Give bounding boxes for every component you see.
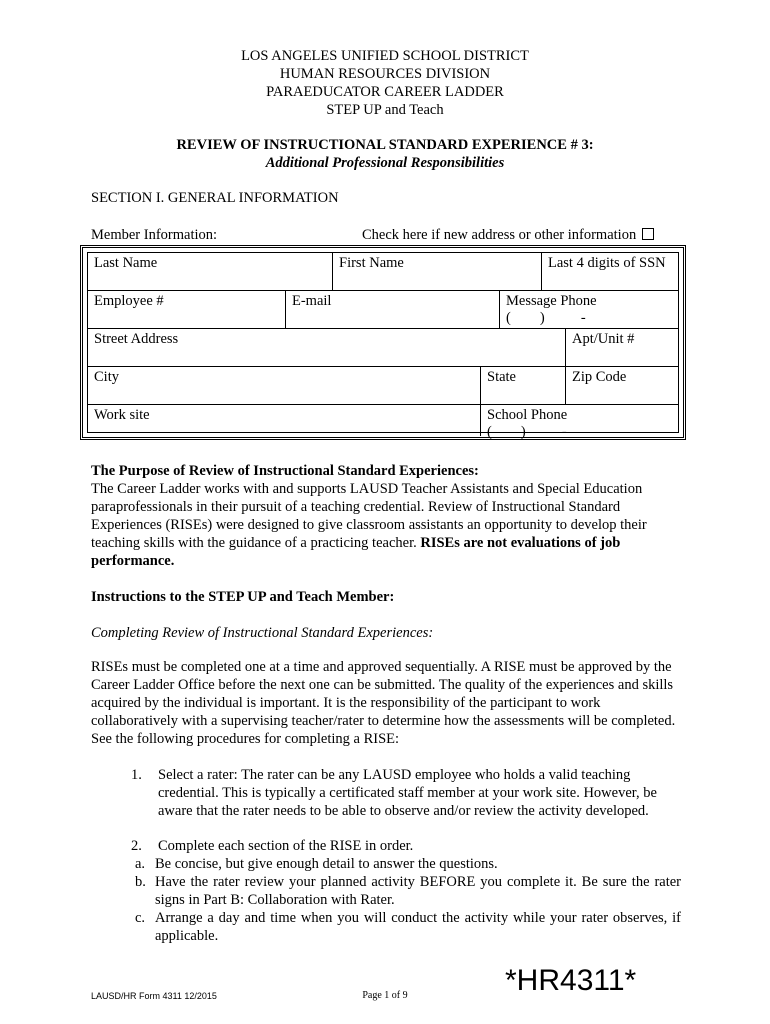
message-phone-format: ( ) - — [506, 310, 586, 326]
division-name: HUMAN RESOURCES DIVISION — [279, 66, 491, 82]
program-name: PARAEDUCATOR CAREER LADDER — [266, 84, 504, 100]
purpose-text: The Career Ladder works with and supports LAUSD Teacher Assistants and Special Education paraprofessionals in their pursuit of a teaching credential. Review of Instructional Standard Experiences (RISEs) were designed to give classroom assistants an opportunity to develop their teaching skills with the guidance of a practicing teacher. — [91, 481, 647, 551]
first-name-label: First Name — [339, 255, 404, 271]
page-number: Page 1 of 9 — [362, 990, 408, 1001]
step-text: Complete each section of the RISE in order. — [158, 838, 414, 854]
form-barcode-text: *HR4311* — [505, 964, 637, 997]
email-field[interactable] — [285, 291, 499, 328]
step-number: 2. — [131, 838, 142, 854]
state-field[interactable] — [480, 367, 565, 404]
steps-list — [131, 766, 681, 820]
program-subname: STEP UP and Teach — [326, 102, 444, 118]
apt-unit-label: Apt/Unit # — [572, 331, 635, 347]
city-label: City — [94, 369, 119, 385]
school-phone-field[interactable] — [480, 405, 678, 440]
district-name: LOS ANGELES UNIFIED SCHOOL DISTRICT — [241, 48, 529, 64]
form-id: LAUSD/HR Form 4311 12/2015 — [91, 991, 217, 1001]
work-site-field[interactable] — [88, 405, 480, 436]
purpose-paragraph — [91, 480, 681, 570]
ssn-label: Last 4 digits of SSN — [548, 255, 666, 271]
school-phone-format: ( ) - — [487, 424, 567, 440]
new-address-check-row — [362, 227, 654, 244]
substep-item — [131, 873, 681, 909]
street-address-field[interactable] — [88, 329, 565, 366]
substep-text: Be concise, but give enough detail to answer the questions. — [155, 856, 498, 872]
purpose-heading: The Purpose of Review of Instructional Standard Experiences: — [91, 463, 479, 479]
substep-item — [131, 909, 681, 945]
new-address-checkbox[interactable] — [642, 228, 654, 240]
substep-item — [131, 855, 681, 873]
state-label: State — [487, 369, 516, 385]
substep-text: Have the rater review your planned activity BEFORE you complete it. Be sure the rater signs in Part B: Collaboration with Rater. — [155, 874, 681, 908]
school-phone-label: School Phone — [487, 407, 568, 423]
email-label: E-mail — [292, 293, 332, 309]
form-inner-frame — [87, 252, 679, 440]
zip-code-field[interactable] — [565, 367, 678, 404]
new-address-check-label: Check here if new address or other information — [362, 227, 637, 243]
apt-unit-field[interactable] — [565, 329, 678, 366]
form-row-address — [88, 329, 678, 367]
instructions-paragraph: RISEs must be completed one at a time and approved sequentially. A RISE must be approved by the Career Ladder Office before the next one can be submitted. The quality of the experiences and skills acquired by the individual is important. It is the responsibility of the participant to work collaboratively with a supervising teacher/rater to determine how the assessments will be completed. See the following procedures for completing a RISE: — [91, 659, 676, 747]
work-site-label: Work site — [94, 407, 150, 423]
substep-text: Arrange a day and time when you will conduct the activity while your rater observes, if applicable. — [155, 910, 681, 944]
step-item — [131, 837, 681, 945]
instructions-heading: Instructions to the STEP UP and Teach Member: — [91, 589, 395, 605]
employee-number-field[interactable] — [88, 291, 285, 328]
member-info-form — [80, 245, 686, 440]
member-info-label: Member Information: — [91, 227, 218, 243]
city-field[interactable] — [88, 367, 480, 404]
form-row-contact — [88, 291, 678, 329]
ssn-field[interactable] — [541, 253, 678, 290]
substep-letter: c. — [135, 910, 146, 926]
form-row-city — [88, 367, 678, 405]
purpose-bold-text: RISEs are not evaluations of job performance. — [91, 535, 621, 569]
review-title: REVIEW OF INSTRUCTIONAL STANDARD EXPERIENCE # 3: — [176, 137, 594, 153]
employee-number-label: Employee # — [94, 293, 164, 309]
street-address-label: Street Address — [94, 331, 179, 347]
substep-letter: a. — [135, 856, 146, 872]
form-row-name — [88, 253, 678, 291]
step-item — [131, 766, 681, 820]
last-name-field[interactable] — [88, 253, 332, 290]
first-name-field[interactable] — [332, 253, 541, 290]
form-row-work — [88, 405, 678, 440]
zip-code-label: Zip Code — [572, 369, 627, 385]
section-title: SECTION I. GENERAL INFORMATION — [91, 190, 339, 206]
instructions-subheading: Completing Review of Instructional Standard Experiences: — [91, 625, 434, 641]
steps-list-2 — [131, 837, 681, 945]
message-phone-field[interactable] — [499, 291, 678, 328]
message-phone-label: Message Phone — [506, 293, 597, 309]
review-subtitle: Additional Professional Responsibilities — [265, 155, 505, 171]
document-header — [0, 47, 770, 119]
substep-letter: b. — [135, 874, 146, 890]
substeps-list — [131, 855, 681, 945]
step-text: Select a rater: The rater can be any LAUSD employee who holds a valid teaching credential. This is typically a certificated staff member at your work site. However, be aware that the rater needs to be able to observe and/or review the activity developed. — [158, 767, 657, 819]
last-name-label: Last Name — [94, 255, 158, 271]
step-number: 1. — [131, 767, 142, 783]
